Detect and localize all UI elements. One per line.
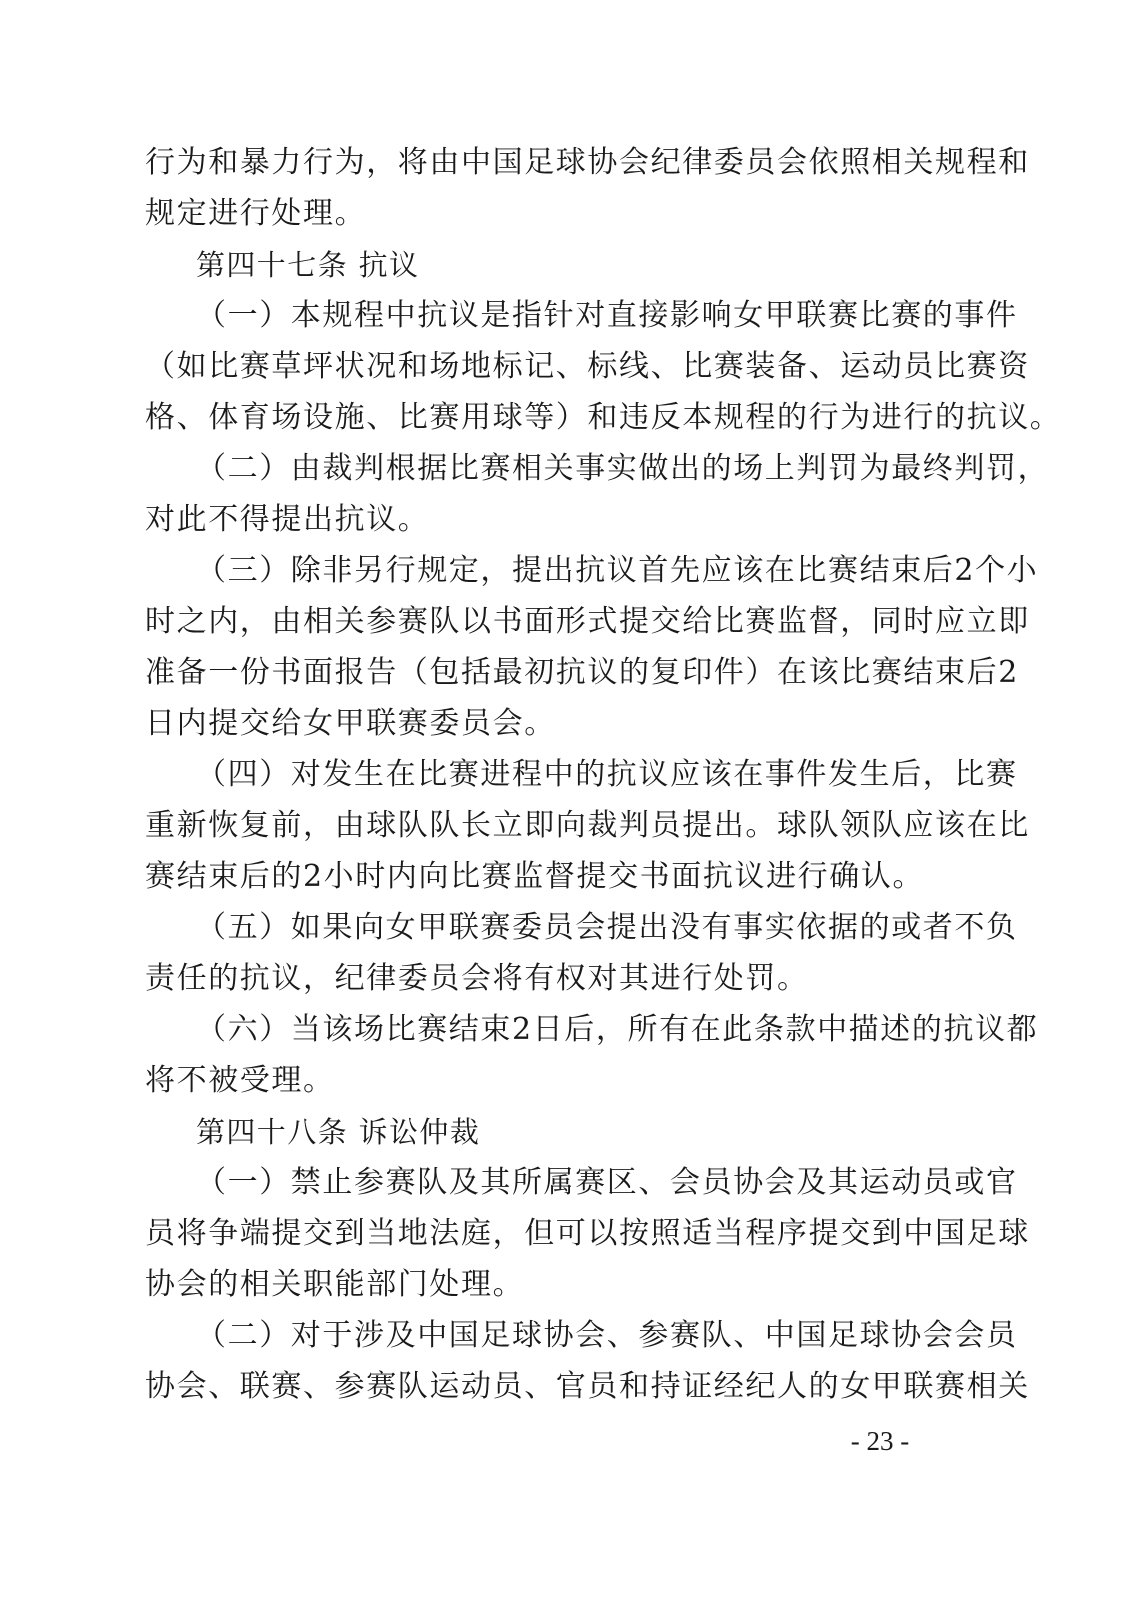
body-line: 赛结束后的2小时内向比赛监督提交书面抗议进行确认。	[145, 859, 925, 894]
article-heading: 第四十八条 诉讼仲裁	[196, 1115, 481, 1149]
body-line: 格、体育场设施、比赛用球等）和违反本规程的行为进行的抗议。	[145, 400, 1062, 435]
article-heading: 第四十七条 抗议	[196, 248, 420, 282]
body-line: 将不被受理。	[145, 1063, 335, 1098]
page-number: - 23 -	[850, 1426, 910, 1456]
body-line: （三）除非另行规定，提出抗议首先应该在比赛结束后2个小	[196, 553, 1039, 588]
body-line: 日内提交给女甲联赛委员会。	[145, 706, 556, 741]
body-line: 准备一份书面报告（包括最初抗议的复印件）在该比赛结束后2	[145, 655, 1019, 690]
body-line: （四）对发生在比赛进程中的抗议应该在事件发生后，比赛	[196, 757, 1018, 792]
body-line: （二）由裁判根据比赛相关事实做出的场上判罚为最终判罚，	[196, 451, 1050, 486]
body-line: （五）如果向女甲联赛委员会提出没有事实依据的或者不负	[196, 910, 1018, 945]
body-line: 行为和暴力行为，将由中国足球协会纪律委员会依照相关规程和	[145, 145, 1030, 180]
body-line: 协会、联赛、参赛队运动员、官员和持证经纪人的女甲联赛相关	[145, 1369, 1030, 1404]
body-line: 责任的抗议，纪律委员会将有权对其进行处罚。	[145, 961, 809, 996]
body-line: 时之内，由相关参赛队以书面形式提交给比赛监督，同时应立即	[145, 604, 1030, 639]
body-line: （一）本规程中抗议是指针对直接影响女甲联赛比赛的事件	[196, 298, 1018, 333]
body-line: （如比赛草坪状况和场地标记、标线、比赛装备、运动员比赛资	[145, 349, 1030, 384]
body-line: （二）对于涉及中国足球协会、参赛队、中国足球协会会员	[196, 1318, 1018, 1353]
body-line: （一）禁止参赛队及其所属赛区、会员协会及其运动员或官	[196, 1165, 1018, 1200]
body-line: （六）当该场比赛结束2日后，所有在此条款中描述的抗议都	[196, 1012, 1039, 1047]
body-line: 协会的相关职能部门处理。	[145, 1267, 525, 1302]
body-line: 规定进行处理。	[145, 196, 367, 231]
body-line: 重新恢复前，由球队队长立即向裁判员提出。球队领队应该在比	[145, 808, 1030, 843]
body-line: 对此不得提出抗议。	[145, 502, 430, 537]
body-line: 员将争端提交到当地法庭，但可以按照适当程序提交到中国足球	[145, 1216, 1030, 1251]
